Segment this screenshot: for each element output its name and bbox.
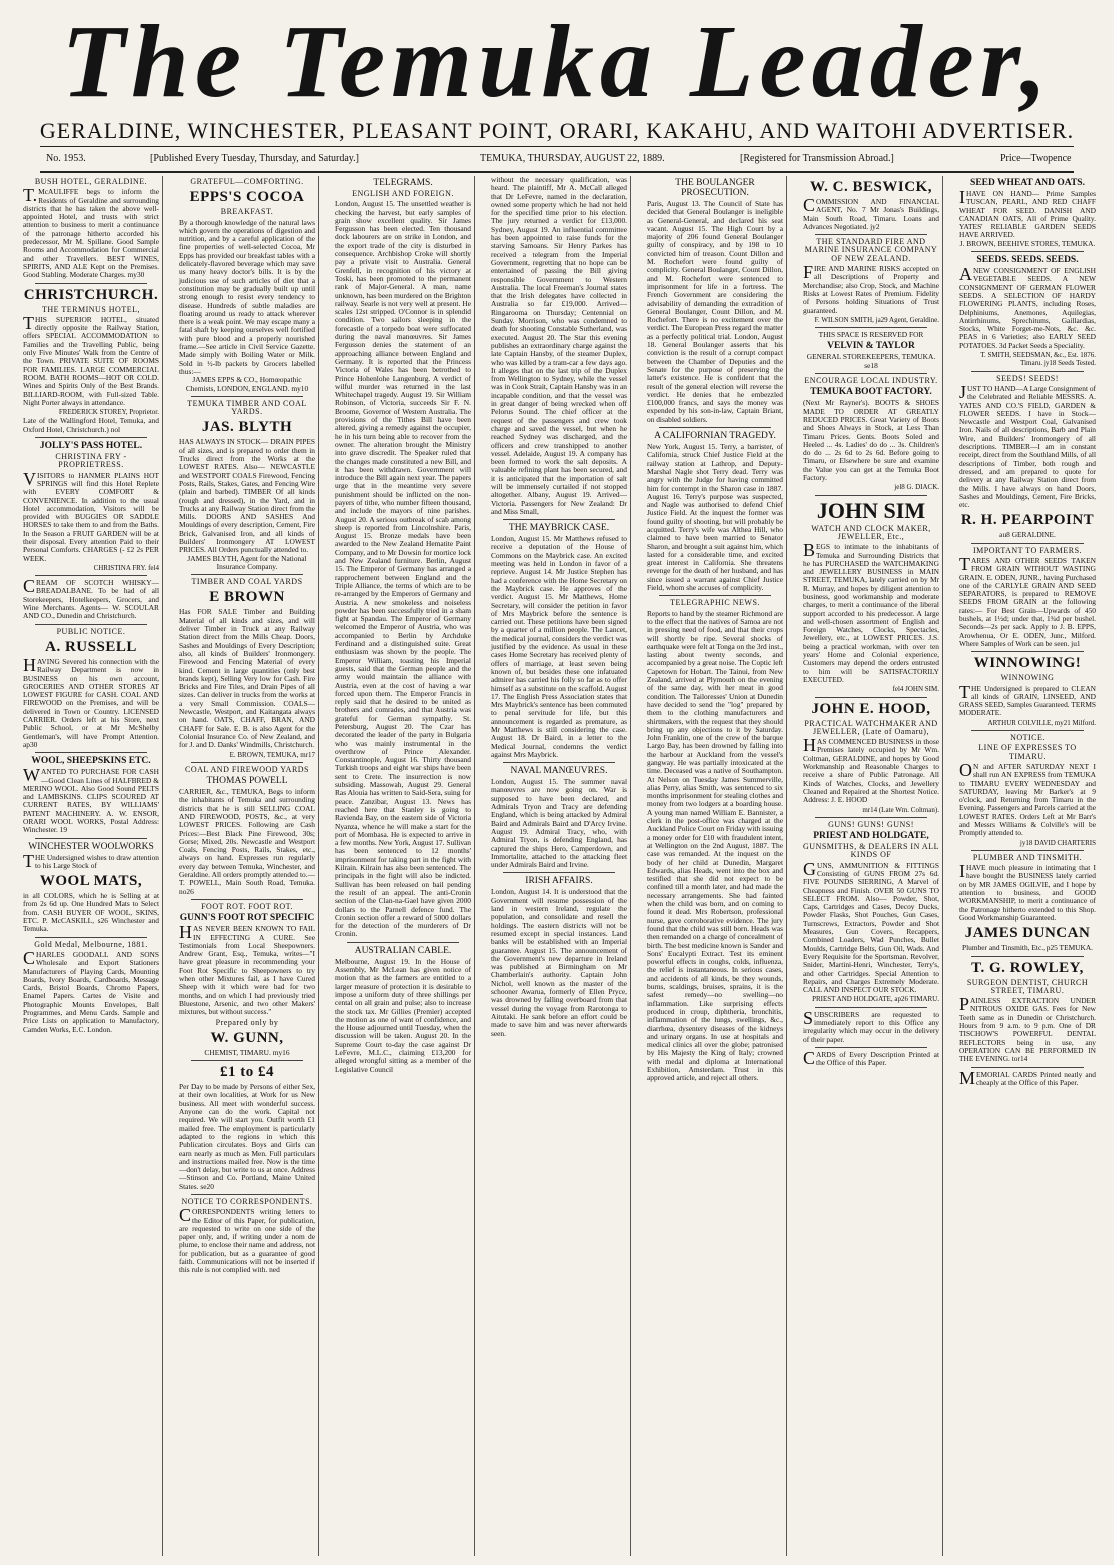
advert-body: TARES AND OTHER SEEDS TAKEN FROM GRAIN WITHOUT WASTING GRAIN. E. ODEN, JUNR., having Purchased one of the CARLYLE GRAIN AND SEED SEPARATORS, is prepared to REMOVE SEEDS FROM GRAIN at the following rates:— For Best Grain—Upwards of 450 bushels, at 1½d; under that, 1¾d per bushel. Seconds—2s per sack. Apply to J. B. EPPS, Arowhenua, Or E. ODEN, Junr., Milford. Where Samples of Work can be seen. ju1: [959, 553, 1096, 648]
advert-body: Per Day to be made by Persons of either Sex, at their own localities, at Work for us New business. All meet with wonderful success. Anyone can do the work. Capital not required. We will start you. Outfit worth £1 mailed free. The employment is particularly adapted to the regions in which this Publication circulates. Boys and Girls can earn nearly as much as Men. Full particulars and instructions mailed free. Now is the time—don't delay, but write to us at once. Address—Stinson and Co. Portland, Maine United States. se20: [179, 1082, 315, 1191]
article-body: London, August 14. It is understood that the Government will resume possession of the land in western Ireland, regulate the population, and consolidate and resell the holdings. The eastern districts will not be resumed except in special instances. Land banks will be established with an Imperial guarantee. August 15. The announcement of the Government's new departure in Ireland was published at Birmingham on Mr Chamberlain's authority. Captain John Nichol, well known as the master of the schooner Awarua, formerly of Ellen Pryce, was drowned by falling overboard from that vessel during the voyage from Rarotonga to Aitutaki. He sank before an effort could be made to save him and was never afterwards seen.: [491, 887, 627, 1038]
advert-title: THOMAS POWELL: [206, 776, 288, 787]
column-rule: [815, 817, 927, 818]
article-telegrams-continued: [491, 176, 627, 516]
column-rule: [815, 373, 927, 374]
notice-heading: NOTICE.: [1010, 733, 1045, 743]
article-australian-cable: [335, 946, 471, 1074]
column-rule: [35, 838, 147, 839]
advert-body: HAS ALWAYS IN STOCK— DRAIN PIPES of all sizes, and is prepared to order them in Trucks direct from the Works at the LOWEST RATES. Also— NEWCASTLE and WESTPORT COALS Firewood, Fencing Posts, Rails, Stakes, Gates, and Fencing Wire (plain and barbed). TIMBER Of all kinds (rough and dressed), in the Yard, and in Trucks at any Railway Station direct from the Mills. DOORS AND SASHES And Mouldings of every description, Cement, Fire Brick, Galvanised Iron, and all kinds of Builders' Ironmongery AT LOWEST PRICES. All Orders punctually attended to.: [179, 437, 315, 555]
article-subheading: ENGLISH AND FOREIGN.: [352, 189, 454, 198]
column-rule: [971, 251, 1084, 252]
advert-title: JOLLY'S PASS HOTEL.: [39, 441, 143, 452]
advert-wool-sheepskins: [23, 756, 159, 834]
price: Price—Twopence: [1000, 153, 1072, 164]
advert-body: VISITORS to HANMER PLAINS HOT SPRINGS will find this Hotel Replete with EVERY COMFORT & CONVENIENCE. In addition to the usual Hotel accommodation, Visitors will be provided with BUGGIES OR SADDLE HORSES to take them to and from the Baths. In the Season a FRUIT GARDEN will be at their disposal. Every attention Paid to their Personal Comforts. CHARGES (- £2 2s PER WEEK.: [23, 468, 159, 563]
advert-body: HAS NEVER BEEN KNOWN TO FAIL IN EFFECTING A CURE. See Testimonials from Local Sheepowners. Andrew Grant, Esq., Temuka, writes—"I have great pleasure in recommending your Foot Rot Specific to Sheepowners to try when other Mixtures fail, as I have Cured Sheep with it which were bad for two months, and on which I had previously tried Bluestone, Arsenic, and two other Makers' mixtures, but without success.": [179, 922, 315, 1017]
notice-body: MEMORIAL CARDS Printed neatly and cheaply at the Office of this Paper.: [959, 1067, 1096, 1088]
advert-signature: F. WILSON SMITH, ja29 Agent, Geraldine.: [814, 315, 939, 324]
column-rule: [503, 762, 615, 763]
advert-john-hood: [803, 701, 939, 814]
column-7: [956, 176, 1099, 1556]
article-heading: THE MAYBRICK CASE.: [508, 523, 610, 534]
advert-heading: IMPORTANT TO FARMERS.: [972, 545, 1083, 555]
advert-body: IHAVE ON HAND— Prime Samples TUSCAN, PEARL, AND RED CHAFF WHEAT FOR SEED. DANISH AND CANADIAN OATS, All of Prime Quality. YATES' RELIABLE GARDEN SEEDS HAVE ARRIVED.: [959, 187, 1096, 240]
advert-title: SEEDS. SEEDS. SEEDS.: [976, 255, 1079, 266]
registration-note: [Registered for Transmission Abroad.]: [740, 153, 894, 164]
article-telegraphic-news: [647, 599, 783, 1082]
advert-temuka-boot-factory: [803, 377, 939, 492]
advert-title: JAMES DUNCAN: [964, 925, 1091, 942]
advert-body: THE Undersigned wishes to draw attention to his Large Stock of: [23, 850, 159, 871]
advert-body: THIS SUPERIOR HOTEL, situated directly opposite the Railway Station, offers SPECIAL ACCOMMODATION to Families and the Travelling Public, being only Five Minutes' Walk from the Centre of the Town. PRIVATE SUITE OF ROOMS FOR FAMILIES. LARGE COMMERCIAL ROOM. BATH ROOMS—HOT OR COLD. Wines and Spirits Only of the Best Brands. BILLIARD-ROOM, with Full-sized Table. Night Porter always in attendance.: [23, 312, 159, 407]
column-3: [332, 176, 475, 1556]
advert-title: WOOL, SHEEPSKINS ETC.: [31, 756, 151, 767]
advert-scotch-whisky: [23, 576, 159, 621]
advert-winnowing: [959, 655, 1096, 727]
column-rule: [191, 762, 303, 763]
advert-subtitle: GUNSMITHS, & DEALERS IN ALL KINDS OF: [803, 842, 939, 860]
column-rule: [35, 752, 147, 753]
article-body: Melbourne, August 19. In the House of Assembly, Mr McLean has given notice of motion that as the farmers are entitled to a larger measure of protection it is desirable to impose a uniform duty of three shillings per cental on all grain and pulse; also to increase the stock tax. Mr Gillies (Premier) accepted the motion as one of want of confidence, and the House adjourned until Tuesday, when the discussion will be taken. August 20. In the Supreme Court to-day the case against Dr LeFevre, M.L.C., claiming £13,200 for alleged wrongful sitting as a member of the Legislative Council: [335, 956, 471, 1074]
advert-title: GUNN'S FOOT ROT SPECIFIC: [179, 913, 315, 924]
article-body: London, August 15. Mr Matthews refused to receive a deputation of the House of Commons on the Maybrick case. An excited meeting was held in London in favor of a reprieve. August 14. Mr Justice Stephen has had a conference with the Home Secretary on the Maybrick case. He approves of the verdict. August 15. Mr Matthews, Home Secretary, will consider the petition in favor of Mrs Maybrick before the sentence is carried out. These petitions have been signed by a quarter of a million people. The Lancet, the medical journal, considers the verdict was justified by the evidence. As usual in these cases Home Secretary has received plenty of offers of marriage, at least seven being known of, but besides these one infatuated admirer has carried his folly so far as to offer himself as a substitute on the scaffold. August 17. The English Press Association states that Mrs Maybrick's sentence has been commuted to penal servitude for life, but this announcement is regarded as premature, as Mr Matthews is still considering the case. August 18. Dr Baird, in a letter to the Medical Journal, condemns the verdict against Mrs Maybrick.: [491, 534, 627, 759]
advert-heading: SEEDS! SEEDS!: [996, 373, 1059, 383]
column-rule: [971, 543, 1084, 544]
advert-body: (Next Mr Rayner's). BOOTS & SHOES MADE TO ORDER AT GREATLY REDUCED PRICES. Great Variety of Boots and Shoes Always in Stock, at Less Than Timaru Prices. Gents. Boots Soled and Heeled ... 4s. Ladies' do do ... 3s. Children's do do ... 2s 6d to 2s 6d. Before going to Timaru, or Elsewhere be sure and examine the Value you can get at the Temuka Boot Factory.: [803, 398, 939, 483]
advert-heading: THE STANDARD FIRE AND MARINE INSURANCE COMPANY OF NEW ZEALAND.: [804, 237, 938, 263]
article-body: New York, August 15. Terry, a barrister, of California, struck Chief Justice Field at the railway station at Lathrop, and Deputy-Marshal Nagle shot Terry dead. Terry was angry with the Judge for having committed him for contempt in the Sharon case in 1887. August 16. Terry's purpose was suspected, and Nagle was authorised to defend Chief Justice Field. At the inquest the former was found guilty of shooting, but will probably be acquitted. Terry's wife was Althea Hill, who claimed to have been married to Senator Sharon, and brought a suit against him, which lasted for a considerable time, and excited great interest in California. She threatens revenge for the death of her husband, and has since issued a warrant against Chief Justice Field, whom she accuses of complicity.: [647, 442, 783, 593]
newspaper-columns: [20, 176, 1100, 1558]
advert-title: CHRISTCHURCH.: [23, 286, 159, 303]
advert-body: PAINLESS EXTRACTION UNDER NITROUS OXIDE GAS. Fees for New Teeth same as in Dunedin or Christchurch. Hours from 9 a.m. to 9 p.m. One of DR TISCHOW'S POWERFUL DENTAL REFLECTORS being in use, any OPERATION CAN BE PERFORMED IN THE EVENING. tor14: [959, 994, 1096, 1064]
column-rule: [659, 427, 771, 428]
advert-signature: jel8 G. DIACK.: [894, 483, 939, 492]
advert-subtitle: WATCH AND CLOCK MAKER, JEWELLER, Etc.,: [811, 523, 931, 541]
column-rule: [971, 730, 1084, 731]
article-heading: AUSTRALIAN CABLE.: [354, 945, 452, 956]
advert-jas-blyth: [179, 400, 315, 571]
notice-heading: NOTICE TO CORRESPONDENTS.: [181, 1196, 313, 1206]
notice-body: CORRESPONDENTS writing letters to the Editor of this Paper, for publication, are requested to write on one side of the paper only, and, if writing under a nom de plume, to enclose their name and address, not for publication, but as a guarantee of good faith. Communications will not be inserted if this rule is not complied with. ned: [179, 1205, 315, 1275]
advert-subtitle: PRACTICAL WATCHMAKER AND JEWELLER, (Late of Oamaru),: [804, 718, 938, 736]
publishing-schedule: [Published Every Tuesday, Thursday, and Saturday.]: [150, 153, 359, 164]
advert-important-to-farmers: [959, 547, 1096, 649]
column-rule: [191, 1194, 303, 1195]
advert-heading: COAL AND FIREWOOD YARDS: [184, 764, 310, 774]
advert-gunns-foot-rot: [179, 903, 315, 1057]
advert-james-duncan: [959, 854, 1096, 953]
advert-title: R. H. PEARPOINT: [960, 512, 1095, 529]
advert-title: WINNOWING!: [973, 655, 1082, 672]
issue-number: No. 1953.: [46, 153, 86, 164]
advert-heading: BUSH HOTEL, GERALDINE.: [34, 177, 148, 186]
advert-signature: JAMES BLYTH, Agent for the National Insurance Company.: [187, 553, 307, 571]
advert-heading: WINCHESTER WOOLWORKS: [28, 841, 154, 852]
article-irish-affairs: [491, 876, 627, 1037]
advert-rowley-dentist: [959, 960, 1096, 1064]
column-rule: [191, 574, 303, 575]
advert-john-sim: [803, 499, 939, 694]
advert-subtitle: CHRISTINA FRY - PROPRIETRESS.: [55, 452, 127, 470]
column-rule: [35, 437, 147, 438]
advert-maker: W. GUNN,: [210, 1029, 284, 1046]
advert-body: HAS COMMENCED BUSINESS in those Premises lately occupied by Mr Wm. Coltman, GERALDINE, and hopes by Good Workmanship and Reasonable Charges to receive a share of Public Patronage. All Kinds of Watches, Clocks, and Jewellery Cleaned and Repaired at the Shortest Notice. Address: J. E. HOOD: [803, 735, 939, 805]
column-rule: [35, 937, 147, 938]
advert-russell: [23, 628, 159, 750]
advert-heading: GRATEFUL—COMFORTING.: [190, 177, 304, 186]
column-rule: [815, 495, 927, 496]
advert-signature: ARTHUR COLVILLE, my21 Milford.: [987, 718, 1096, 727]
advert-heading: PLUMBER AND TINSMITH.: [972, 852, 1083, 862]
column-rule: [347, 942, 459, 943]
advert-signature: JAMES EPPS & CO., Homœopathic Chemists, LONDON, ENGLAND. my10: [185, 375, 309, 393]
advert-body: CHARLES GOODALL AND SONS Wholesale and Export Stationers Manufacturers of Playing Cards, Mounting Boards, Ivory Boards, Cardboards, Message Cards, Bristol Boards, Chromo Papers, Enamel Papers. Cartes de Visite and Photographic Mounts Envelopes, Ball Programmes, and Menu Cards. Sample and Price Lists on application to Manufactory, Camden Works, E.C. London.: [23, 947, 159, 1034]
advert-e-brown: [179, 578, 315, 759]
dateline: TEMUKA, THURSDAY, AUGUST 22, 1889.: [480, 153, 665, 164]
advert-standard-insurance: [803, 238, 939, 324]
advert-heading: Gold Medal, Melbourne, 1881.: [34, 939, 148, 949]
advert-velvin-taylor: [803, 331, 939, 370]
advert-signature: FREDERICK STOREY, Proprietor.: [58, 408, 159, 417]
notice-cards: [803, 1047, 939, 1068]
column-rule: [191, 899, 303, 900]
article-heading: IRISH AFFAIRS.: [525, 876, 593, 887]
advert-body: CARRIER, &c., TEMUKA, Begs to inform the inhabitants of Temuka and surrounding districts that he is still SELLING COAL AND FIREWOOD, POSTS, &c., at very LOWEST PRICES. Following are Cash Prices:—Best Black Pine Firewood, 30s; Gorse; Mixed, 20s. Newcastle and Westport Coals, Fencing Posts, Rails, Stakes, etc., always on hand. Expresses run regularly every day between Temuka, Winchester, and Geraldine. All orders promptly attended to.—T. POWELL, Main South Road, Temuka. no26: [179, 787, 315, 896]
advert-body: COMMISSION AND FINANCIAL AGENT, No. 7 Mr Jonas's Buildings, Main South Road, Timaru. Loans and Advances Negotiated. jy2: [803, 195, 939, 231]
advert-title: T. G. ROWLEY,: [971, 959, 1084, 976]
column-rule: [191, 396, 303, 397]
advert-goodall: [23, 941, 159, 1034]
article-body: London, August 15. The summer naval manœuvres are now going on. War is supposed to have been declared, and Admirals Tryon and Tracy are defending England, which is being attacked by Admiral Baird and Admirals Baird and D'Arcy Irvine. August 19. Admiral Tracy, who, with Admiral Tryon, is defending England, has captured the ships Hero, Camperdown, and Immortalite, attached to the attacking fleet under Admirals Baird and Irvine.: [491, 777, 627, 870]
advert-body: IHAVE much pleasure in intimating that I have bought the BUSINESS lately carried on by MR JAMES OGILVIE, and I hope by attention to business, and GOOD WORKMANSHIP, to merit a continuance of the Patronage hitherto extended to this Shop. Good Workmanship Guaranteed.: [959, 861, 1096, 922]
column-rule: [191, 1060, 303, 1061]
column-rule: [971, 956, 1084, 957]
advert-pearpoint: [959, 375, 1096, 540]
column-rule: [971, 1067, 1084, 1068]
advert-title: JOHN SIM: [816, 497, 926, 523]
advert-body-continued: in all COLORS, which he is Selling at at from 2s 6d up. One Hundred Mats to Select from. CASH BUYER OF WOOL, SKINS, ETC. P. McCASKILL, s26 Winchester and Temuka.: [23, 891, 159, 934]
advert-signature: T. SMITH, SEEDSMAN, &c., Est. 1876. Timaru. jy18 Seeds Tested.: [980, 351, 1096, 368]
advert-body: Has FOR SALE Timber and Building Material of all kinds and sizes, and will deliver Timber in Truck at any Railway Station direct from the Mills Cheap. Doors, Sashes and Mouldings of Every Description; also, all kinds of Builders' Ironmongery. Firewood and Fencing Material of every kind. Cement in large quantities (only best brands kept), Selling Very low for Cash. Fire Bricks and Fire Tiles, and Drain Pipes of all sizes. Can deliver in trucks from the works at a very Small Commission. COALS—Newcastle, Westport, and Kaitangata always on hand. OATS, CHAFF, BRAN, AND CHAFF for Sale. E. B. is also Agent for the Colonial Insurance Co. of New Zealand, and for J. and D. Danks' Windmills, Christchurch.: [179, 607, 315, 750]
advert-signature: fel4 JOHN SIM.: [892, 685, 939, 694]
notice-subheading: LINE OF EXPRESSES TO TIMARU.: [978, 743, 1077, 761]
column-rule: [503, 872, 615, 873]
article-heading: A CALIFORNIAN TRAGEDY.: [654, 431, 776, 442]
column-rule: [503, 519, 615, 520]
advert-signature: CHEMIST, TIMARU. my16: [204, 1047, 290, 1057]
advert-note: Late of the Wallingford Hotel, Temuka, and Oxford Hotel, Christchurch.) nol: [23, 416, 159, 434]
advert-priest-holdgate: [803, 821, 939, 1004]
column-rule: [815, 327, 927, 328]
column-rule: [815, 1047, 927, 1048]
advert-epps-cocoa: [179, 178, 315, 393]
article-telegrams: [335, 178, 471, 939]
column-rule: [659, 595, 771, 596]
notice-subscribers: [803, 1007, 939, 1044]
column-rule: [815, 234, 927, 235]
advert-seed-wheat: [959, 178, 1096, 248]
advert-signature: J. BROWN, BEEHIVE STORES, TEMUKA.: [959, 238, 1096, 248]
advert-bush-hotel: [23, 178, 159, 280]
advert-signature: E. BROWN, TEMUKA, mr17: [229, 750, 315, 759]
advert-subtitle: BREAKFAST.: [220, 207, 274, 217]
advert-body: GUNS, AMMUNITION & FITTINGS Consisting of GUNS FROM 27s 6d. FIVE POUNDS SIERRING, A Marvel of Cheapness and Finish. OVER 50 GUNS TO SELECT FROM. Also— Powder, Shot, Caps, Cartridges and Cases, Decoy Ducks, Powder Flasks, Shot Pouches, Gun Cases, Turnscrews, Extractors, Powder and Shot Measures, Gun Covers, Recappers, Combined Loaders, Wad Punches, Bullet Moulds, Cartridge Belts, Gun Oil, Wads. And Every Requisite for the Sportsman. Revolver, Snider, Martini-Henri, Winchester, Terry's, and other Cartridges. Special Attention to Repairs, and Charges Extremely Moderate. CALL AND INSPECT OUR STOCK.: [803, 858, 939, 995]
advert-title: PRIEST AND HOLDGATE,: [813, 831, 929, 842]
column-rule: [35, 575, 147, 576]
notice-body: SUBSCRIBERS are requested to immediately report to this Office any irregularity which may occur in the delivery of their paper.: [803, 1007, 939, 1044]
advert-subtitle: Prepared only by: [215, 1017, 279, 1027]
advert-terminus-hotel: [23, 287, 159, 434]
column-1: [20, 176, 163, 1556]
article-heading: TELEGRAMS.: [373, 178, 433, 188]
advert-body: FIRE AND MARINE RISKS accepted on all Descriptions of Property and Merchandise; also Crop, Stock, and Machine Risks at Lowest Rates of Premium. Fidelity of Persons holding Situations of Trust guaranteed.: [803, 262, 939, 315]
advert-body: BEGS to intimate to the inhabitants of Temuka and Surrounding Districts that he has PURCHASED the WATCHMAKING and JEWELLERY BUSINESS in MAIN STREET, TEMUKA, lately carried on by Mr R. Murray, and hopes by diligent attention to business, good workmanship and moderate charges, to merit a continuance of the liberal support accorded to his predecessor. A large and well-chosen assortment of English and Foreign Watches, Clocks, Spectacles, Jewellery, etc., at LOWEST PRICES. J.S. being a practical workman, with over ten years' Home and Colonial experience, Customers may depend the orders entrusted to him will be SATISFACTORILY EXECUTED.: [803, 540, 939, 684]
advert-body: JUST TO HAND—A Large Consignment of the Celebrated and Reliable MESSRS. A. YATES AND CO.'S FIELD, GARDEN & FLOWER SEEDS. I have in Stock—Newcastle and Westport Coal, Galvanised Iron. Nails of all descriptions, Barb and Plain Wire, and Builders' Ironmongery of all descriptions. TIMBER—I am in constant receipt, direct from the Southland Mills, of all descriptions of Timber, both rough and dressed, and am prepared to quote for delivery at any Railway Station direct from the Mills. I have always on hand Doors, Sashes and Mouldings, Cement, Fire Bricks, etc.: [959, 381, 1097, 510]
advert-title: JAS. BLYTH: [201, 419, 293, 436]
article-naval-manoeuvres: [491, 766, 627, 869]
advert-body: T.McAULIFFE begs to inform the Residents of Geraldine and surrounding districts that he has taken the above well-appointed Hotel, and trusts with strict attention to business to merit a continuance of the patronage hitherto accorded his predecessor, Mr M. Spillane. Good Sample Rooms and Accommodation for Commercial and other Travellers. BEST WINES, SPIRITS, AND ALE Kept on the Premises. Good Stabling. Moderate Charges. my30: [23, 185, 159, 280]
notice-to-correspondents: [179, 1198, 315, 1275]
article-heading: TELEGRAPHIC NEWS.: [670, 598, 760, 608]
advert-jollys-pass-hotel: [23, 441, 159, 572]
advert-body: ANEW CONSIGNMENT OF ENGLISH VEGETABLE SEEDS. A NEW CONSIGNMENT OF GERMAN FLOWER SEEDS. A SELECTION OF HARDY FLOWERING PLANTS, including Roses, Delphiniums, Anemones, Aquilegias, Antirrhinums, Sprechitums, Gaillardias, Stocks, White Forget-me-Nots, &c. &c. PEAS in 6 Varieties; also EARLY SEED POTATOES. 3d Packet Seeds a Speciality.: [959, 264, 1096, 350]
advert-title: E BROWN: [209, 589, 285, 606]
column-5: [644, 176, 787, 1556]
advert-body: THE Undersigned is prepared to CLEAN all kinds of GRAIN, LINSEED, AND GRASS SEED, Samples Guaranteed. TERMS MODERATE.: [959, 681, 1096, 718]
notice-signature: jy18 DAVID CHARTERIS: [1019, 838, 1096, 847]
advert-title: SEED WHEAT AND OATS.: [970, 178, 1085, 188]
advert-title: JOHN E. HOOD,: [811, 700, 931, 717]
article-body: Paris, August 13. The Council of State has decided that General Boulanger is ineligible as General-General, and declared his seat vacant. August 15. The High Court by a majority of 206 found General Boulanger guilty of conspiracy, and by 198 to 10 convicted him of treason. Count Dillon and M. Rochefort were found guilty of complicity. General Boulanger, Count Dillon, and M. Rochefort were sentenced to imprisonment for life in a fortress. The French Government are considering the advisability of demanding the extradition of General Boulanger, Count Dillon, and M. Rochefort. There is no excitement over the verdict. The European Press regard the matter as a perfectly political trial. London, August 18. General Boulanger asserts that his conviction is the result of a corrupt compact between the Chamber of Deputies and the Senate for the purpose of preserving the latter's existence. He is confident that the result of the general election will reverse the verdict. He denies that he embezzled £100,000 francs, and says the money was expended by his son-in-law, Captain Briant, on disabled soldiers.: [647, 199, 783, 424]
advert-subtitle: SURGEON DENTIST, CHURCH STREET, TIMARU.: [966, 977, 1089, 995]
advert-beswick: [803, 179, 939, 231]
advert-body: THIS SPACE IS RESERVED FOR: [818, 330, 924, 340]
advert-subtitle: THE TERMINUS HOTEL,: [41, 304, 140, 314]
advert-signature: Plumber and Tinsmith, Etc., p25 TEMUKA.: [961, 943, 1094, 953]
advert-body: WANTED TO PURCHASE FOR CASH—Good Clean Lines of HALFBRED & MERINO WOOL. Also Good Sound PELTS and LAMBSKINS. CLIPS SCOURED AT CURRENT RATES, BY WILLIAMS' PATENT MACHINERY. A. W. ENSOR, ORARI WOOL WORKS, Postal Address: Winchester. 19: [23, 765, 159, 835]
advert-subtitle: GENERAL STOREKEEPERS, TEMUKA. se18: [806, 352, 936, 370]
masthead-title: The Temuka Leader,: [61, 4, 1053, 119]
advert-signature: PRIEST AND HOLDGATE, ap26 TIMARU.: [812, 995, 939, 1004]
advert-winchester-woolworks: [23, 842, 159, 934]
advert-thomas-powell: [179, 766, 315, 896]
advert-body: CREAM OF SCOTCH WHISKY— BREADALBANE. To be had of all Storekeepers, Hotelkeepers, Grocers, and Wine Merchants. Agents— W. SCOULAR AND CO., Dunedin and Christchurch.: [23, 576, 159, 621]
advert-title: £1 to £4: [220, 1064, 274, 1081]
masthead-subtitle: GERALDINE, WINCHESTER, PLEASANT POINT, ORARI, KAKAHU, AND WAITOHI ADVERTISER.: [39, 118, 1075, 143]
article-maybrick-case: [491, 523, 627, 759]
advert-body: By a thorough knowledge of the natural laws which govern the operations of digestion and nutrition, and by a careful application of the fine properties of well-selected Cocoa, Mr Epps has provided our breakfast tables with a delicately-flavored beverage which may save us many heavy doctor's bills. It is by the judicious use of such articles of diet that a constitution may be gradually built up until strong enough to resist every tendency to disease. Hundreds of subtle maladies are floating around us ready to attack wherever there is a weak point. We may escape many a fatal shaft by keeping ourselves well fortified with pure blood and a properly nourished frame.—See article in Civil Service Gazette. Made simply with Boiling Water or Milk. Sold in ½-lb packets by Grocers labelled thus:—: [179, 217, 315, 376]
advert-title: EPPS'S COCOA: [189, 189, 305, 206]
article-body: London, August 15. The unsettled weather is checking the harvest, but early samples of grain show excellent quality. Sir James Fergusson has been elected. Ten thousand dock labourers are on strike in London, and the export trade of the city is disturbed in consequence. Archbishop Croke will shortly pay a private visit to Australia. General Grenfell, in recognition of his victory at Toski, has been promoted to the permanent rank of Major-General. A man, name unknown, has been murdered on the Brighton railway. Searle is not very well at present. He scales 12st stripped. O'Connor is in splendid condition. Two sailors sleeping in the forecastle of a torpedo boat were suffocated during the naval manœuvres. Sir James Fergusson denies the statement of an approaching alliance between England and Germany. It is reported that the Princess Victoria of Wales has been betrothed to Prince Hohenlohe Langenburg. A verdict of wilful murder was returned in the last Whitechapel tragedy. August 19. Sir William Robinson, of Victoria, succeeds Sir F. N. Broome, Governor of Western Australia. The provisions of the Tithes Bill have been altered, giving a remedy against the occupier, he in his turn being able to recover from the owner. The alteration brought the Ministry into grave discredit. The Speaker ruled that the changes made constituted a new Bill, and it has been withdrawn. Government will introduce the Bill again next year. The papers urge that in the meantime very severe punishment should be inflicted on the non-payers of tithe, who number fifteen thousand, and include the mayors of nine parishes. August 20. A serious outbreak of scab among sheep is reported from Lincolnshire. Paris, August 15. Bronze medals have been awarded to the New Zealand Hematite Paint Company, and to Mr Dowsin for mortice lock and New Zealand furniture. Berlin, August 15. The Emperor of Germany has arranged a rapprochement between England and the Triple Alliance, the terms of which are to be re-arranged by the Emperors of Germany and Austria. A new smokeless and noiseless powder has been successfully tried in a sham fight at Spandau. The Emperor of Germany welcomed the Emperor of Austria, who was accompanied to Berlin by Archduke Ferdinand and a distinguished suite. Great enthusiasm was shown by the people. The Emperor William, toasting his Imperial guests, said that the German people and the army would maintain the alliance with Austria, even at the cost of having a war forced upon them. The Emperor Francis in reply said that he desired to be united as brothers and comrades, and that Austria was grateful for German sympathy. St. Petersburg, August 20. The Czar has decorated the leader of the party in Bulgaria who was mainly instrumental in the overthrow of Prince Alexander. Constantinople, August 16. Thirty thousand Turkish troops and eight war ships have been sent to Crete. The insurrection is now subsiding. Massowah, August 29. General Ras Alouia has written to Said-Sera, suing for peace. Zanzibar, August 13. News has reached here that Stanley is going to Ravienda Bay, on the eastern side of Victoria Nyanza, whence he will make a start for the port of Mombasa. He is expected to arrive in a few months. New York, August 17. Sullivan has been sentenced to 12 months' imprisonment for taking part in the fight with Kilrain. Kilrain has also been sentenced. The principals in the fight will also be indicted. Sullivan has been released on bail pending the result of an appeal. The anti-Cronin section of the Clan-na-Gael have given 2000 dollars to the Parnell defence fund. The Cronin section offer a reward of 5000 dollars for the detection of the murderers of Dr Cronin.: [335, 199, 471, 939]
advert-title: VELVIN & TAYLOR: [827, 341, 915, 352]
article-heading: NAVAL MANŒUVRES.: [510, 766, 608, 777]
notice-body: CARDS of Every Description Printed at the Office of this Paper.: [803, 1047, 939, 1068]
issue-info-bar: [40, 146, 1074, 173]
advert-heading: TEMUKA TIMBER AND COAL YARDS.: [187, 398, 307, 417]
notice-memorial-cards: [959, 1067, 1096, 1088]
article-body: without the necessary qualification, was heard. The plaintiff, Mr A. McCall alleged that Dr LeFevre, named in the declaration, owned some property which he had not held for the specified time prior to his election. The jury returned a verdict for £13,000. Sydney, August 19. An influential committee has been appointed to raise funds for the starving Samoans. Sir Henry Parkes has received a telegram from the Imperial Government, regretting that no hope can be entertained of passing the Bill giving responsible Government to Western Australia. The local Freeman's Journal states that the Irish delegates have collected in Australia so far £19,000. Arrived—Ringarooma on Thursday; Centennial on Sunday. Morrison, who was condemned to death for shooting Constable Sutherland, was executed. August 20. The Star this evening publishes an extraordinary charge against the late Captain Hansby, of the steamer Duplex, who was killed by a tram-car a few days ago. It alleges that on the last trip of the Duplex from Wellington to Sydney, while the vessel was in Cook Strait, Captain Hansby was in an incapable condition, and that the vessel was in great danger of being wrecked when off Pelorus Sound. The chief officer at the request of the passengers and crew took charge and saved the vessel, but when he reached Sydney was discharged, and the officers and crew transhipped to another vessel. Adelaide, August 19. A company has been formed to work the salt deposits. A valuable refining plant has been secured, and it is anticipated that the importation of salt will be immensely curtailed if not stopped altogether. Albany, August 19. Arrived—Victoria. Passengers for New Zealand: Dr and Miss Small,: [491, 176, 627, 516]
advert-seeds: [959, 255, 1096, 368]
notice-line-of-expresses: [959, 734, 1096, 847]
column-rule: [971, 371, 1084, 372]
advert-signature: CHRISTINA FRY. fel4: [93, 563, 159, 572]
column-rule: [815, 697, 927, 698]
column-2: [176, 176, 319, 1556]
column-rule: [971, 651, 1084, 652]
advert-subtitle: WINNOWING: [1000, 673, 1055, 683]
advert-signature: mr14 (Late Wm. Coltman).: [862, 805, 939, 814]
advert-body: HAVING Severed his connection with the Railway Department is now in BUSINESS on his own account, GROCERIES AND OTHER STORES AT LOWEST FIGURE for CASH. COAL AND FIREWOOD on the Premises, and will be delivered in Town or Country. LICENSED CARRIER. Orders left at his Store, next Public School, or at Mr McShelby Gentleman's, will have Prompt Attention. ap30: [23, 654, 159, 749]
column-rule: [35, 283, 147, 284]
advert-heading: FOOT ROT. FOOT ROT.: [201, 901, 293, 911]
column-4: [488, 176, 631, 1556]
column-rule: [971, 850, 1084, 851]
advert-heading: PUBLIC NOTICE.: [56, 626, 126, 636]
advert-title: A. RUSSELL: [45, 638, 137, 655]
advert-signature: au8 GERALDINE.: [999, 530, 1056, 540]
advert-title: W. C. BESWICK,: [810, 179, 932, 195]
article-boulanger: [647, 178, 783, 424]
advert-title: WOOL MATS,: [39, 873, 143, 890]
column-rule: [35, 624, 147, 625]
column-rule: [815, 1007, 927, 1008]
advert-pounds-per-day: [179, 1064, 315, 1191]
article-californian-tragedy: [647, 431, 783, 592]
article-body: Reports to hand by the steamer Richmond are to the effect that the natives of Samoa are not in pressing need of food, and that their crops will shortly be ripe. Several shocks of earthquake were felt at Tonga on the 3rd inst., lasting about twenty seconds, and accompanied by a great noise. The Coptic left Capetown for Hobart. The Tainui, from New Zealand, arrived at Plymouth on the evening of the same day, with her meat in good condition. The Tailoresses' Union at Dunedin have decided to send the "log" prepared by them to the clothing manufacturers and shirtmakers, with the request that they should bring up any objections to it by Saturday. John Franklin, one of the crew of the barque Largo Bay, has been drowned by falling into the harbour at Auckland from the vessel's gangway. He was partially intoxicated at the time. Deceased was a native of Southampton. At Nelson on Tuesday James Summerville, alias Perry, alias Smith, was sentenced to six months imprisonment for stealing clothes and money from two lodgers at a boarding house. A young man named William E. Bannister, a clerk in the post-office was charged at the Auckland Police Court on Friday with issuing a money order for £10 with fraudulent intent, at Wellington on the 2nd August, 1887. The case was remanded. At the inquest on the body of her child at Dunedin, Margaret Edwards, alias Heads, went into the box and testified that she did not expect to be confined till a month later, and had made the necessary arrangements. She had fainted when the child was born, and on coming to found it dead. Mrs Robertson, professional nurse, gave corroborative evidence. The jury found that the child was still born. Heads was then remanded on a charge of concealment of birth. The best medicine known is Sander and Sons' Eucalypti Extract. Test its eminent powerful effects in coughs, colds, influenza, the relief is instantaneous. In serious cases, and accidents of all kinds, be they wounds, burns, scaldings, bruises, sprains, it is the safest remedy—no swelling—no inflammation. Like surprising effects produced in croup, diphtheria, bronchitis, inflammation of the lungs, swellings, &c., diarrhœa, dysentery diseases of the kidneys and urinary organs. In use at hospitals and medical clinics all over the globe; patronised by His Majesty the King of Italy; crowned with medal and diploma at International Exhibition, Amsterdam. Trust in this approved article, and reject all others.: [647, 608, 783, 1083]
advert-heading: TIMBER AND COAL YARDS: [191, 577, 303, 587]
article-heading: THE BOULANGER PROSECUTION.: [675, 178, 755, 198]
column-6: [800, 176, 943, 1556]
notice-body: ON and AFTER SATURDAY NEXT I shall run AN EXPRESS from TEMUKA to TIMARU EVERY WEDNESDAY and SATURDAY, leaving Mr Barker's at 9 o'clock, and Returning from Timaru in the Evening. Passengers and Parcels carried at the LOWEST RATES. Orders Left at Mr Barr's and Messrs Williams & Colville's will be Promptly attended to.: [959, 759, 1096, 838]
advert-heading: GUNS! GUNS! GUNS!: [828, 819, 914, 829]
advert-title: TEMUKA BOOT FACTORY.: [810, 387, 932, 398]
advert-heading: ENCOURAGE LOCAL INDUSTRY.: [804, 376, 938, 386]
